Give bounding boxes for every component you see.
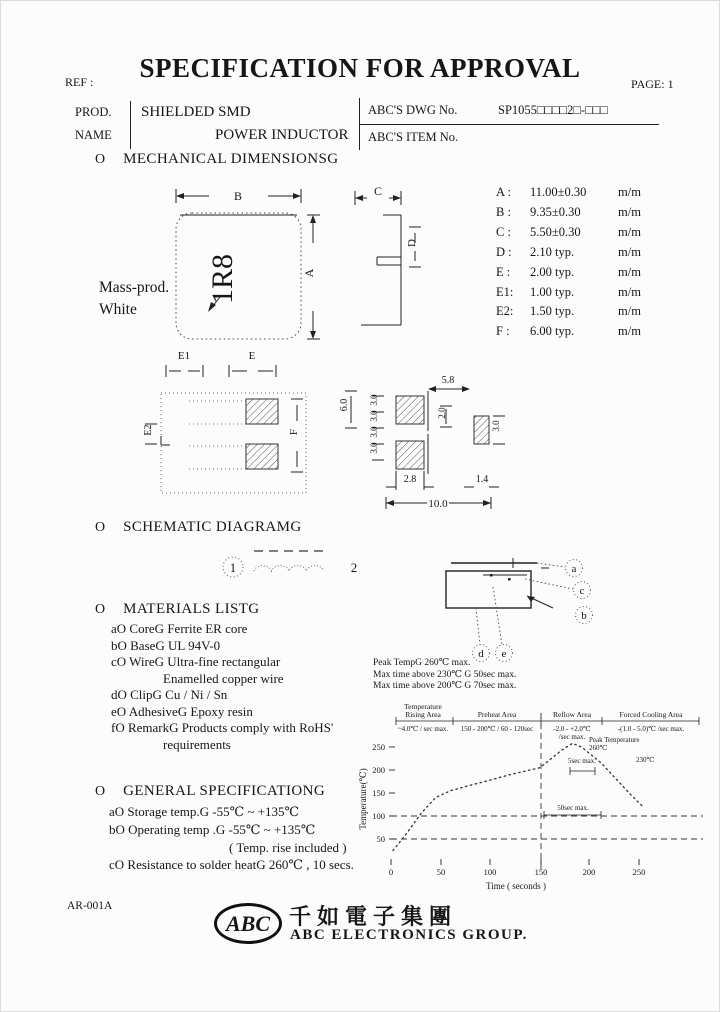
y-tick: 100 [372,811,385,821]
terminal-1-label: 1 [229,560,237,575]
mid-time-annotation: 50sec max. [557,804,589,812]
list-item: fO RemarkG Products comply with RoHS' [111,720,334,735]
inductor-coil-symbol [254,566,324,571]
materials-section-heading: O MATERIALS LISTG [95,601,260,617]
area-value: -(1.0 - 5.0)℃ /sec max. [617,725,685,733]
land-dim-3-0: 3.0 [369,394,379,406]
part-marking: 1R8 [206,253,239,305]
peak-time-arrows [570,767,595,775]
reflow-notes [373,658,516,693]
dim-label-a: A [302,268,316,278]
reflow-curve [393,743,644,850]
table-row: C : 5.50±0.30 m/m [496,225,641,239]
x-tick: 50 [436,867,446,877]
area-value: -2.0 - +2.0℃ [553,725,591,733]
product-name-line2: POWER INDUCTOR [215,127,349,143]
structure-diagram [429,549,624,671]
list-item: aO Storage temp.G -55℃ ~ +135℃ [109,804,300,819]
area-value: 150 - 200℃ / 60 - 120sec [460,725,534,733]
dim-label-e: E [248,350,256,362]
land-dim-1-4: 1.4 [475,474,489,485]
schematic-diagram [196,541,386,595]
company-name-chinese: 千如電子集團 [289,904,458,929]
land-dim-3-0-right: 3.0 [491,420,501,432]
list-item: Enamelled copper wire [163,671,284,686]
bottom-view-and-land-pattern [141,341,551,513]
dim-label-e2: E2 [143,424,154,436]
area-label: Temperature [404,702,442,711]
reflow-note-line: Max time above 200℃ G 70sec max. [373,681,517,691]
y-tick: 200 [372,765,385,775]
area-label: Reflow Area [552,710,592,719]
area-value: /sec max. [558,733,586,741]
mid-time-arrows [544,811,601,819]
callout-a: a [571,563,577,575]
general-section-heading: O GENERAL SPECIFICATIONG [95,783,326,799]
component-cross-section [446,558,549,608]
land-dim-5-8: 5.8 [441,375,455,386]
reflow-note-line: Max time above 230℃ G 50sec max. [373,669,517,680]
area-label: Preheat Area [477,710,517,719]
dim-label-e1: E1 [177,350,191,362]
table-row: D : 2.10 typ. m/m [496,245,641,259]
reflow-profile-chart [351,699,720,899]
mechanical-section-heading: O MECHANICAL DIMENSIONSG [95,151,339,167]
table-row: E : 2.00 typ. m/m [496,265,641,279]
x-tick: 0 [388,867,394,877]
x-tick: 250 [632,867,646,877]
x-tick: 150 [534,867,548,877]
header-row-divider [359,124,659,125]
land-dim-6-0: 6.0 [339,398,350,412]
callout-d: d [478,648,484,660]
land-dim-10-0: 10.0 [428,498,448,510]
product-name-line1: SHIELDED SMD [141,104,251,120]
x-axis-title: Time ( seconds ) [486,881,546,891]
dim-label-b: B [233,189,243,203]
liquidus-annotation: 230℃ [636,756,655,764]
list-item: bO Operating temp .G -55℃ ~ +135℃ [109,822,316,837]
table-row: E2: 1.50 typ. m/m [496,304,641,318]
table-row: F : 6.00 typ. m/m [496,324,641,338]
section-bullet-icon: O [95,602,106,617]
header-divider-1 [130,101,131,149]
side-view-drawing [355,191,421,325]
list-item: requirements [163,737,231,752]
callout-b: b [581,610,587,622]
callout-c: c [579,585,585,597]
list-item: ( Temp. rise included ) [229,840,347,855]
land-dim-2-8: 2.8 [403,474,417,485]
land-dim-2-0: 2.0 [437,407,447,419]
company-logo [214,903,282,944]
list-item: cO Resistance to solder heatG 260℃ , 10 secs. [109,857,354,872]
peak-time-annotation: 5sec max. [568,757,596,765]
table-row: B : 9.35±0.30 m/m [496,205,641,219]
mechanical-views-drawing [61,169,501,359]
table-row: E1: 1.00 typ. m/m [496,285,641,299]
ref-label: REF : [65,75,94,89]
section-bullet-icon: O [95,152,106,167]
terminal-2-label: 2 [350,560,358,575]
name-label: NAME [75,128,112,142]
land-dim-3-0: 3.0 [369,442,379,454]
y-tick: 150 [372,788,385,798]
page-title: SPECIFICATION FOR APPROVAL [139,53,581,83]
area-label: Forced Cooling Area [619,710,683,719]
dim-label-d: D [406,239,418,247]
prod-label: PROD. [75,105,112,119]
y-tick: 50 [376,834,385,844]
x-tick: 200 [582,867,596,877]
y-tick: 250 [372,742,385,752]
list-item: dO ClipG Cu / Ni / Sn [111,687,228,702]
table-row: A : 11.00±0.30 m/m [496,185,641,199]
list-item: eO AdhesiveG Epoxy resin [111,704,253,719]
marking-note: Mass-prod. White [99,279,170,318]
list-item: cO WireG Ultra-fine rectangular [111,654,281,669]
list-item: aO CoreG Ferrite ER core [111,621,248,636]
form-code: AR-001A [67,900,113,912]
section-bullet-icon: O [95,520,106,535]
land-dim-3-0: 3.0 [369,410,379,422]
peak-annotation: Peak Temperature [589,736,640,744]
bottom-view-drawing [145,365,306,493]
reflow-note-line: Peak TempG 260℃ max. [373,658,471,668]
area-value: ~4.0℃ / sec max. [397,725,449,733]
callout-e: e [501,648,507,660]
logo-text: ABC [225,910,271,936]
page-number: PAGE: 1 [631,77,674,91]
x-tick: 100 [483,867,497,877]
y-axis-title: Temperature(℃) [358,768,368,830]
schematic-section-heading: O SCHEMATIC DIAGRAMG [95,519,302,535]
section-bullet-icon: O [95,784,106,799]
list-item: bO BaseG UL 94V-0 [111,638,221,653]
land-dim-3-0: 3.0 [369,426,379,438]
dwg-no-label: ABC'S DWG No. [368,103,458,117]
area-label: Rising Area [405,710,441,719]
company-name-english: ABC ELECTRONICS GROUP. [290,927,528,943]
peak-annotation-value: 260℃ [589,744,608,752]
dwg-no-value: SP1055□□□□2□-□□□ [498,103,608,117]
dim-label-f: F [288,428,300,436]
dim-label-c: C [373,184,383,198]
item-no-label: ABC'S ITEM No. [368,130,459,144]
axis-ticks [389,747,639,865]
